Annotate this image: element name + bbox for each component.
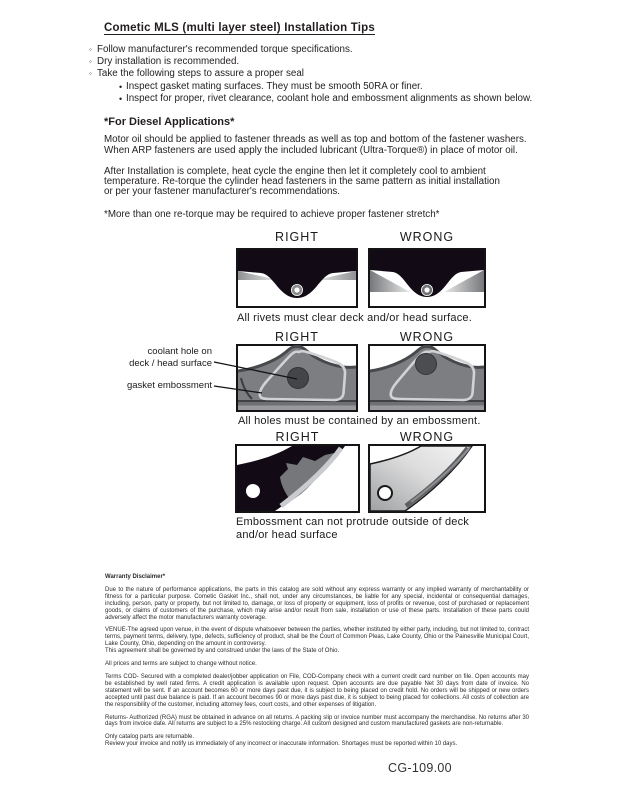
tip-sub-item — [119, 81, 559, 93]
legal-paragraph — [105, 627, 529, 655]
tip-item — [89, 56, 559, 68]
row3-caption — [236, 516, 469, 542]
legal-paragraph — [105, 674, 529, 709]
coolant-hole-outside — [416, 354, 437, 375]
coolant-hole-label-line: coolant hole on — [147, 346, 212, 357]
legal-text: Review your invoice and notify us immediately of any incorrect or inaccurate information. Shortages must be reported within 10 days. — [105, 741, 458, 748]
tip-item — [89, 44, 559, 56]
protrusion-right-diagram — [235, 444, 360, 513]
legal-text: VENUE-The agreed upon venue, in the event of dispute whatsoever between the parties, whether instituted by either party, including, but not limited to, contract terms, payment terms, delivery, type, defects, sufficiency of product, shall be the Court of Common Pleas, Lake County, Ohio or the Painesville Municipal Court, Lake County, Ohio, depending on the amount in controversy. — [105, 627, 529, 648]
sub-bullet-marker: • — [119, 93, 123, 104]
bottom-band-mid — [370, 402, 484, 406]
tip-text: Inspect for proper, rivet clearance, coolant hole and embossment alignments as shown below. — [126, 92, 533, 104]
coolant-leader-line — [214, 362, 297, 379]
legal-text: Only catalog parts are returnable. — [105, 734, 195, 741]
protrusion-wrong-diagram — [368, 444, 486, 513]
row3-wrong-label: WRONG — [399, 430, 455, 444]
row3-caption-line: Embossment can not protrude outside of deck — [236, 516, 470, 528]
row2-right-label: RIGHT — [275, 330, 319, 344]
diesel-section — [104, 117, 556, 231]
catalog-page-code: CG-109.00 — [388, 761, 452, 775]
sub-bullet-marker: • — [119, 81, 123, 92]
bullet-marker: ◦ — [89, 69, 92, 79]
paragraph-line: When ARP fasteners are used apply the included lubricant (Ultra-Torque®) in place of motor oil. — [104, 144, 518, 156]
tip-text: Follow manufacturer's recommended torque specifications. — [97, 44, 353, 55]
retorque-note: *More than one re-torque may be required to achieve proper fastener stretch* — [104, 208, 440, 220]
diesel-paragraph-2 — [104, 167, 556, 198]
legal-text: Returns- Authorized (RGA) must be obtained in advance on all returns. A packing slip or invoice number must accompany the merchandise. No returns after 30 days from invoice date. All returns are subject to a 25% restocking charge. All custom designed and custom manufactured gaskets are non-returnable. — [105, 714, 529, 728]
diesel-heading: *For Diesel Applications* — [104, 116, 235, 128]
legal-paragraph — [105, 734, 529, 748]
row3-caption-line: and/or head surface — [236, 529, 338, 541]
page-title: Cometic MLS (multi layer steel) Installation Tips — [104, 22, 375, 34]
coolant-hole-label-line: deck / head surface — [129, 357, 212, 369]
legal-paragraph — [105, 661, 529, 668]
tip-text: Inspect gasket mating surfaces. They must be smooth 50RA or finer. — [126, 80, 423, 92]
paragraph-line: Motor oil should be applied to fastener threads as well as top and bottom of the fastener washers. — [104, 134, 527, 146]
row1-right-label: RIGHT — [275, 230, 319, 244]
tip-item — [89, 68, 559, 80]
bottom-band-light — [238, 406, 356, 411]
tips-list — [89, 44, 559, 105]
row1-wrong-label: WRONG — [399, 230, 455, 244]
gasket-embossment-label: gasket embossment — [126, 380, 212, 391]
legal-text: Due to the nature of performance applications, the parts in this catalog are sold without any express warranty or any implied warranty of merchantability or fitness for a particular purpose. Cometic Gasket Inc., shall not, under any circumstances, be liable for any special, incidental or consequential damages, including, person, party or property, but not limited to, damage, or loss of property or equipment, loss of profits or revenue, cost of purchased or replacement goods, or claims of customers of the purchase, which may arise and/or result from sale, installation or use of these parts. Installation of these parts could adversely affect the motor manufacturers warranty coverage. — [105, 586, 529, 621]
row1-caption: All rivets must clear deck and/or head surface. — [237, 312, 473, 324]
legal-paragraph — [105, 587, 529, 622]
legal-section — [105, 574, 529, 754]
paragraph-line: temperature. Re-torque the cylinder head fasteners in the same pattern as initial installation — [104, 176, 500, 188]
rivet-wrong-diagram — [368, 248, 486, 308]
embossment-leader-line — [214, 386, 262, 393]
legal-text: Terms COD- Secured with a completed dealer/jobber application on File, COD-Company check with a current credit card number on file. Open accounts may be established by well rated firms. A credit application is available upon request. Open accounts are due payable Net 30 days from date of invoice. No statement will be sent. If an account becomes 60 or more days past due, it is subject to being placed on credit hold. No orders will be shipped or new orders accepted until past due balance is paid. If an account becomes 90 or more days past due, it is subject to being placed for collections. All costs of collection are the responsibility of the customer, including attorney fees, court costs, and other expenses of litigation. — [105, 673, 529, 708]
legal-text: This agreement shall be governed by and construed under the laws of the State of Ohio. — [105, 648, 340, 655]
leader-lines — [212, 348, 312, 398]
warranty-disclaimer-heading: Warranty Disclaimer* — [105, 574, 166, 580]
diesel-paragraph-1 — [104, 135, 556, 156]
bullet-marker: ◦ — [89, 45, 92, 54]
paragraph-line: After Installation is complete, heat cycle the engine then let it completely cool to ambient — [104, 165, 486, 177]
legal-paragraph — [105, 715, 529, 729]
tip-text: Take the following steps to assure a proper seal — [97, 68, 304, 80]
legal-text: All prices and terms are subject to change without notice. — [105, 661, 257, 668]
bullet-marker: ◦ — [89, 57, 92, 67]
coolant-hole-label — [70, 346, 212, 369]
bolt-hole — [246, 484, 260, 498]
rivet-right-diagram — [236, 248, 358, 308]
tip-text: Dry installation is recommended. — [97, 56, 240, 68]
row2-caption: All holes must be contained by an embossment. — [238, 415, 481, 427]
bolt-hole — [378, 486, 392, 500]
bottom-band-mid — [238, 402, 356, 406]
tip-sub-item — [119, 93, 559, 105]
bottom-band-light — [370, 406, 484, 411]
row2-wrong-label: WRONG — [399, 330, 455, 344]
embossment-wrong-diagram — [368, 344, 486, 412]
row3-right-label: RIGHT — [275, 430, 320, 444]
paragraph-line: or per your fastener manufacturer's recommendations. — [104, 186, 341, 198]
